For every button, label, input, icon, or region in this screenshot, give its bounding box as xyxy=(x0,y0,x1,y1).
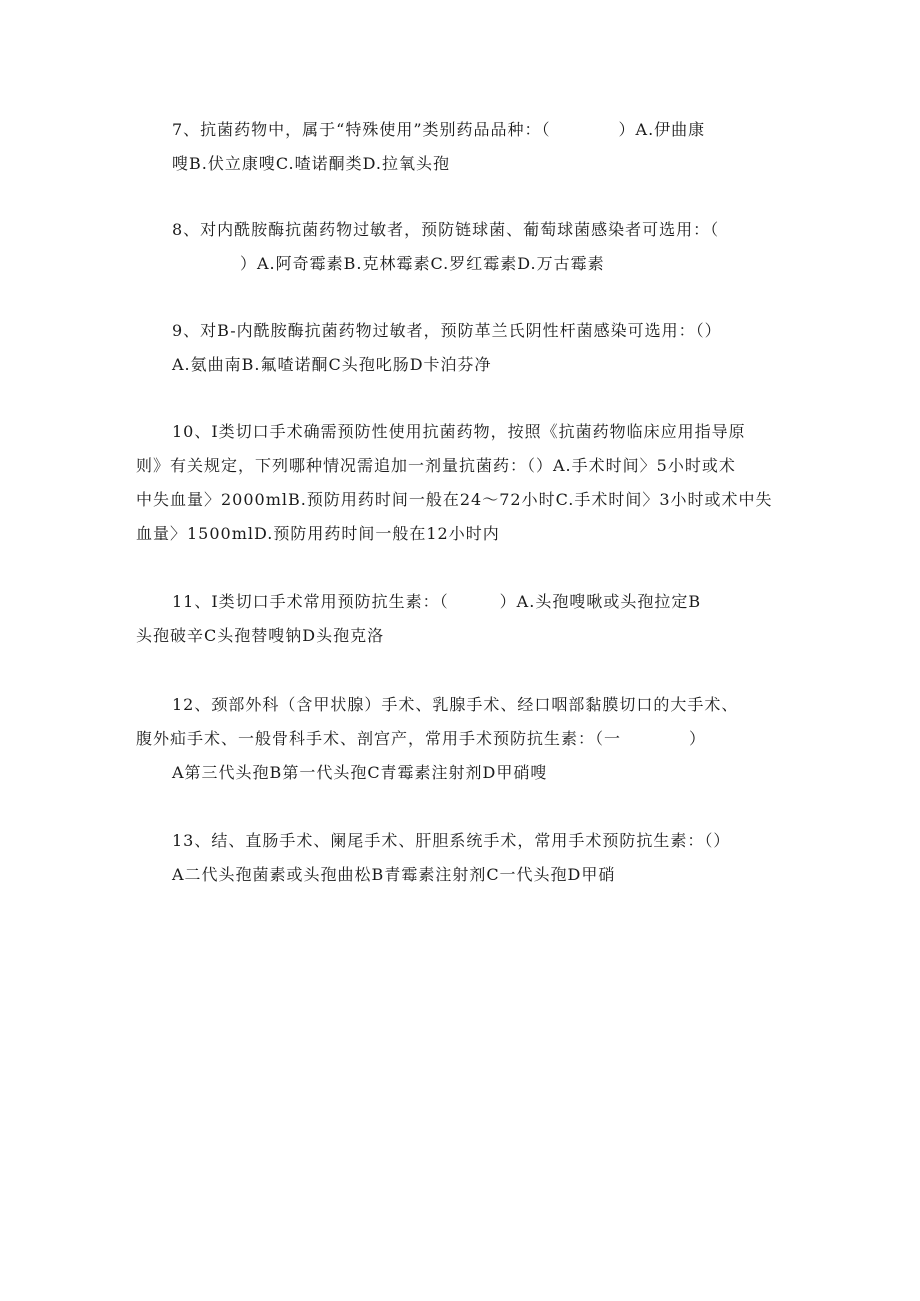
question-12-line-3: A第三代头孢B第一代头孢C青霉素注射剂D甲硝嗖 xyxy=(172,763,548,782)
question-9-line-2: A.氨曲南B.氟喳诺酮C头孢叱肠D卡泊芬净 xyxy=(172,355,492,374)
question-10-line-2: 则》有关规定，下列哪种情况需追加一剂量抗菌药：（）A.手术时间〉5小时或术 xyxy=(136,456,736,475)
question-11-line-1: 11、I类切口手术常用预防抗生素：（ ）A.头孢嗖啾或头孢拉定B xyxy=(172,592,702,611)
question-10-line-4: 血量〉1500mlD.预防用药时间一般在12小时内 xyxy=(136,524,500,543)
question-11 xyxy=(136,585,796,653)
question-13-line-2: A二代头孢菌素或头孢曲松B青霉素注射剂C一代头孢D甲硝 xyxy=(172,865,616,884)
question-11-line-2: 头孢破辛C头孢替嗖钠D头孢克洛 xyxy=(136,626,385,645)
question-10-line-1: 10、I类切口手术确需预防性使用抗菌药物，按照《抗菌药物临床应用指导原 xyxy=(172,422,746,441)
question-8-line-2: ）A.阿奇霉素B.克林霉素C.罗红霉素D.万古霉素 xyxy=(172,254,605,273)
question-7-line-2: 嗖B.伏立康嗖C.喳诺酮类D.拉氧头孢 xyxy=(172,154,450,173)
question-9-line-1: 9、对B-内酰胺酶抗菌药物过敏者，预防革兰氏阴性杆菌感染可选用：（） xyxy=(172,321,722,340)
question-10-line-3: 中失血量〉2000mlB.预防用药时间一般在24～72小时C.手术时间〉3小时或术中失 xyxy=(136,490,773,509)
question-13-line-1: 13、结、直肠手术、阑尾手术、肝胆系统手术，常用手术预防抗生素：（） xyxy=(172,831,731,850)
question-9 xyxy=(136,314,796,382)
question-12-line-2: 腹外疝手术、一般骨科手术、剖宫产，常用手术预防抗生素：（一 ） xyxy=(136,729,707,748)
question-8-line-1: 8、对内酰胺酶抗菌药物过敏者，预防链球菌、葡萄球菌感染者可选用：（ xyxy=(172,220,720,239)
question-13 xyxy=(136,824,796,892)
question-7 xyxy=(136,113,796,181)
question-8 xyxy=(136,213,796,281)
question-12-line-1: 12、颈部外科（含甲状腺）手术、乳腺手术、经口咽部黏膜切口的大手术、 xyxy=(172,695,739,714)
question-7-line-1: 7、抗菌药物中，属于“特殊使用”类别药品品种：（ ）A.伊曲康 xyxy=(172,120,706,139)
question-10 xyxy=(136,415,796,551)
question-12 xyxy=(136,688,796,790)
